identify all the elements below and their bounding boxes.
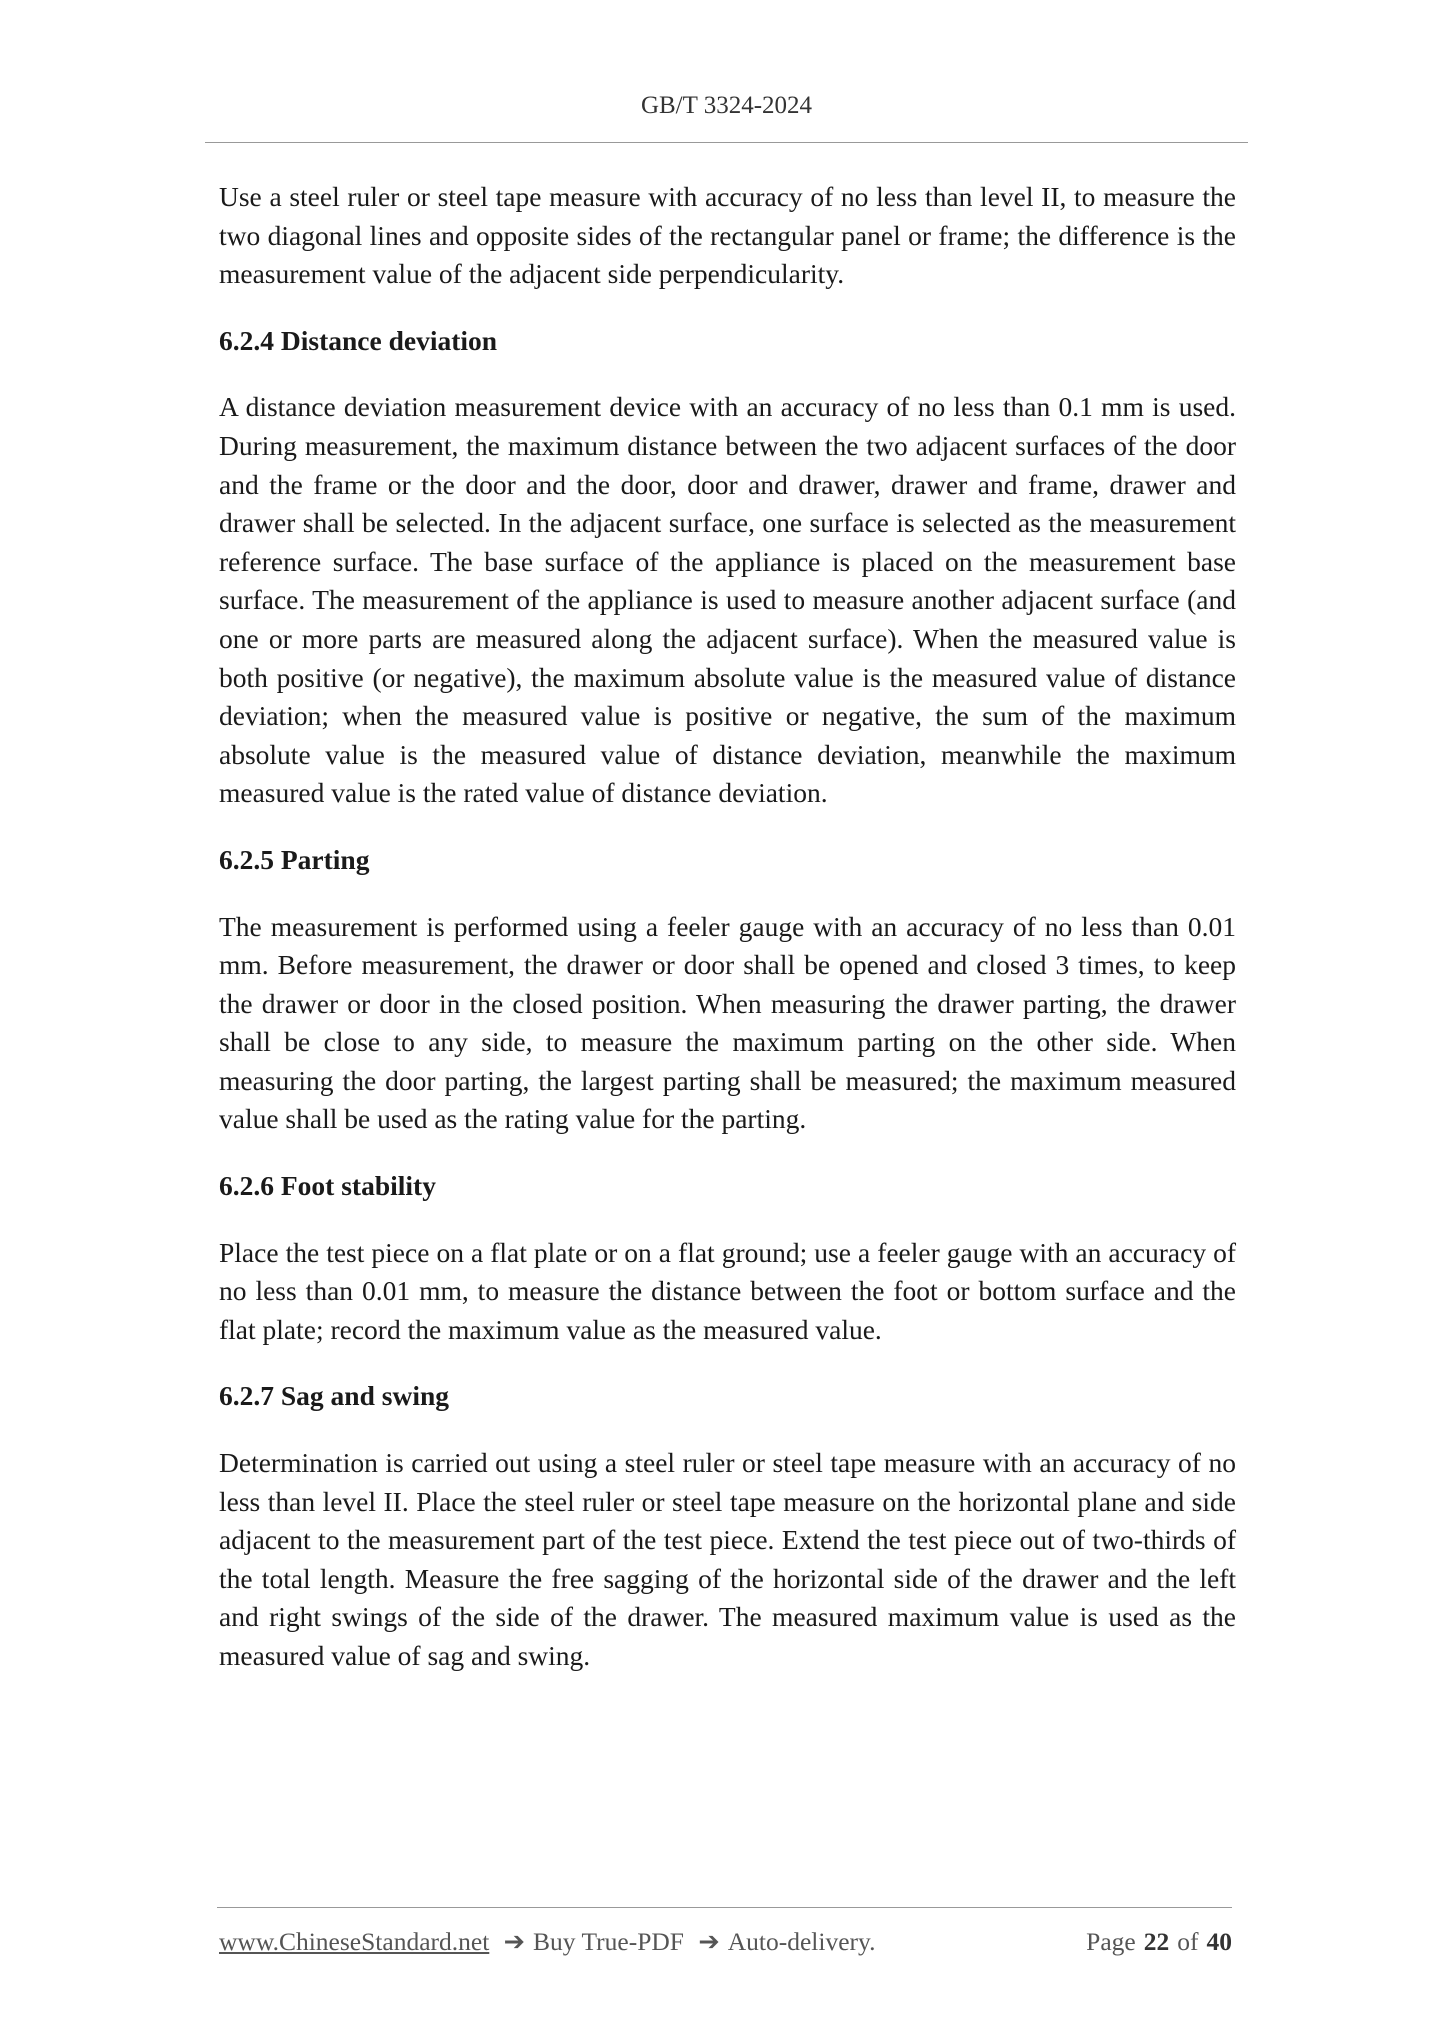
auto-delivery-text: Auto-delivery. (727, 1927, 876, 1956)
arrow-right-icon: ➔ (503, 1927, 526, 1956)
paragraph-sag-and-swing: Determination is carried out using a steel ruler or steel tape measure with an accuracy of no less than level II. Place the steel ruler or steel tape measure on the horizontal plane and side adjacent to the measurement part of the test piece. Extend the test piece out of two-thirds of the total length. Measure the free sagging of the horizontal side of the drawer and the left and right swings of the side of the drawer. The measured maximum value is used as the measured value of sag and swing. (219, 1447, 1236, 1671)
paragraph-distance-deviation: A distance deviation measurement device with an accuracy of no less than 0.1 mm is used. During measurement, the maximum distance between the two adjacent surfaces of the door and the frame or the door and the door, door and drawer, drawer and frame, drawer and drawer shall be selected. In the adjacent surface, one surface is selected as the measurement reference surface. The base surface of the appliance is placed on the measurement base surface. The measurement of the appliance is used to measure another adjacent surface (and one or more parts are measured along the adjacent surface). When the measured value is both positive (or negative), the maximum absolute value is the measured value of distance deviation; when the measured value is positive or negative, the sum of the maximum absolute value is the measured value of distance deviation, meanwhile the maximum measured value is the rated value of distance deviation. (219, 391, 1236, 809)
paragraph-perpendicularity: Use a steel ruler or steel tape measure with accuracy of no less than level II, to measure the two diagonal lines and opposite sides of the rectangular panel or frame; the difference is the measurement value of the adjacent side perpendicularity. (219, 181, 1236, 290)
page-label: Page (1086, 1927, 1136, 1956)
paragraph-parting: The measurement is performed using a feeler gauge with an accuracy of no less than 0.01 mm. Before measurement, the drawer or door shall be opened and closed 3 times, to keep the drawer or door in the closed position. When measuring the drawer parting, the drawer shall be close to any side, to measure the maximum parting on the other side. When measuring the door parting, the largest parting shall be measured; the maximum measured value shall be used as the rating value for the parting. (219, 910, 1236, 1135)
buy-true-pdf-text: Buy True-PDF (533, 1927, 684, 1956)
footer-promo (219, 1927, 876, 1957)
body-content (219, 178, 1236, 1676)
page-total: 40 (1206, 1927, 1232, 1956)
page-header (205, 92, 1248, 120)
heading-distance-deviation: 6.2.4 Distance deviation (219, 324, 498, 356)
arrow-right-icon: ➔ (698, 1927, 720, 1956)
page-of-label: of (1177, 1927, 1199, 1956)
heading-sag-and-swing: 6.2.7 Sag and swing (219, 1380, 450, 1412)
page-footer (219, 1927, 1232, 1957)
site-link[interactable]: www.ChineseStandard.net (219, 1927, 490, 1956)
page-current: 22 (1143, 1927, 1170, 1956)
heading-parting: 6.2.5 Parting (219, 843, 370, 875)
heading-foot-stability: 6.2.6 Foot stability (219, 1170, 436, 1202)
paragraph-foot-stability: Place the test piece on a flat plate or on a flat ground; use a feeler gauge with an accuracy of no less than 0.01 mm, to measure the distance between the foot or bottom surface and the flat plate; record the maximum value as the measured value. (219, 1236, 1236, 1345)
doc-code: GB/T 3324-2024 (640, 92, 813, 119)
header-divider (205, 142, 1248, 143)
page-number (1086, 1927, 1232, 1957)
footer-divider (217, 1907, 1232, 1908)
